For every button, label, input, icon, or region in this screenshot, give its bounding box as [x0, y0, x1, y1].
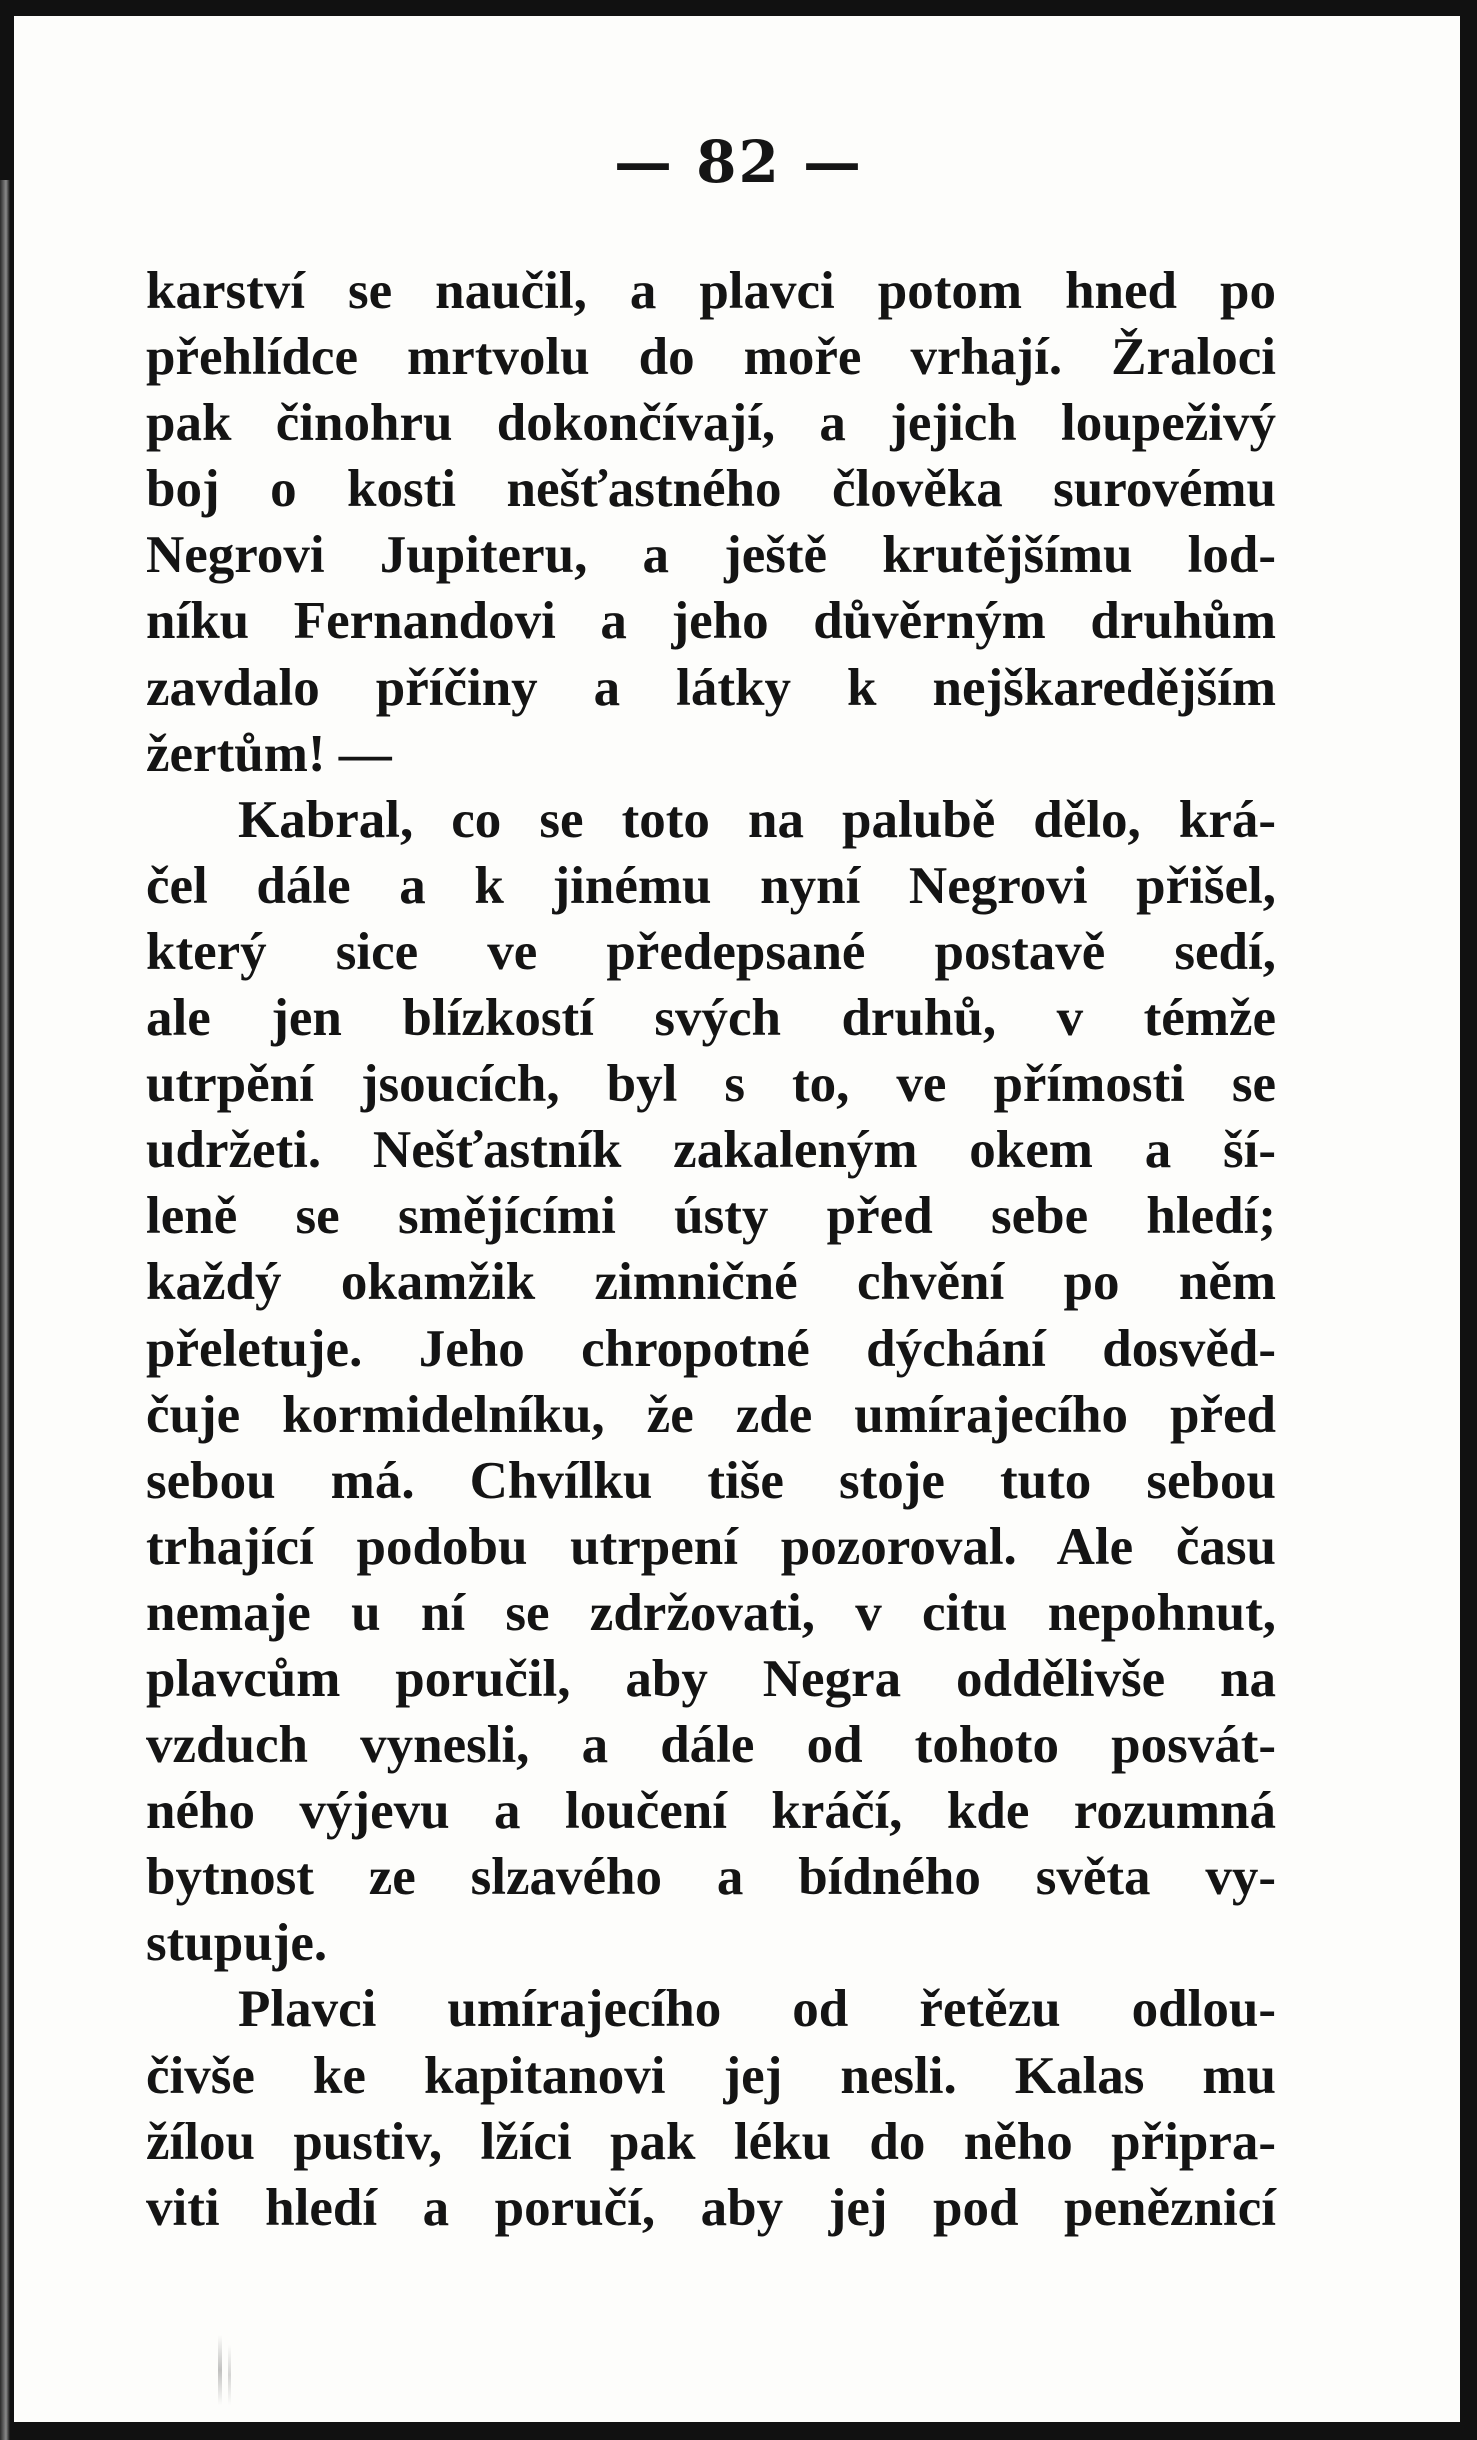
text-line: plavcům poručil, aby Negra oddělivše na [146, 1649, 1276, 1708]
text-line: utrpění jsoucích, byl s to, ve přímosti se [146, 1055, 1276, 1114]
text-line: boj o kosti nešťastného člověka surovému [146, 460, 1276, 519]
text-line: trhající podobu utrpení pozoroval. Ale času [146, 1517, 1276, 1576]
text-line: ale jen blízkostí svých druhů, v témže [146, 989, 1276, 1048]
text-line: přeletuje. Jeho chropotné dýchání dosvěd- [146, 1319, 1276, 1378]
text-line: čuje kormidelníku, že zde umírajecího před [146, 1385, 1276, 1444]
text-line: ného výjevu a loučení kráčí, kde rozumná [146, 1782, 1276, 1841]
text-line: žertům! — [146, 724, 392, 783]
body-text [146, 258, 1276, 2241]
text-line: sebou má. Chvílku tiše stoje tuto sebou [146, 1451, 1276, 1510]
text-line: Negrovi Jupiteru, a ještě krutějšímu lod- [146, 526, 1276, 585]
text-line: pak činohru dokončívají, a jejich loupeživý [146, 394, 1276, 453]
scan-smudge [228, 2345, 231, 2405]
spine-shadow [0, 180, 10, 2440]
text-line: nemaje u ní se zdržovati, v citu nepohnut, [146, 1583, 1276, 1642]
text-line: udržeti. Nešťastník zakaleným okem a ší- [146, 1121, 1276, 1180]
text-line: čivše ke kapitanovi jej nesli. Kalas mu [146, 2046, 1276, 2105]
text-line: Kabral, co se toto na palubě dělo, krá- [238, 790, 1276, 849]
text-line: bytnost ze slzavého a bídného světa vy- [146, 1848, 1276, 1907]
text-line: karství se naučil, a plavci potom hned po [146, 262, 1276, 320]
text-line: který sice ve předepsané postavě sedí, [146, 922, 1276, 981]
text-line: Plavci umírajecího od řetězu odlou- [238, 1980, 1276, 2039]
text-line: žílou pustiv, lžíci pak léku do něho připra- [146, 2112, 1276, 2171]
text-line: přehlídce mrtvolu do moře vrhají. Žraloci [146, 328, 1276, 387]
text-line: níku Fernandovi a jeho důvěrným druhům [146, 592, 1276, 651]
scan-smudge [218, 2335, 222, 2405]
text-line: každý okamžik zimničné chvění po něm [146, 1253, 1276, 1312]
text-line: stupuje. [146, 1914, 328, 1973]
text-line: vzduch vynesli, a dále od tohoto posvát- [146, 1716, 1276, 1775]
text-line: leně se smějícími ústy před sebe hledí; [146, 1187, 1276, 1246]
page-number: — 82 — [613, 128, 864, 196]
text-line: zavdalo příčiny a látky k nejškaredějším [146, 658, 1276, 717]
text-line: viti hledí a poručí, aby jej pod peněznicí [146, 2178, 1276, 2237]
text-line: čel dále a k jinému nyní Negrovi přišel, [146, 856, 1276, 915]
